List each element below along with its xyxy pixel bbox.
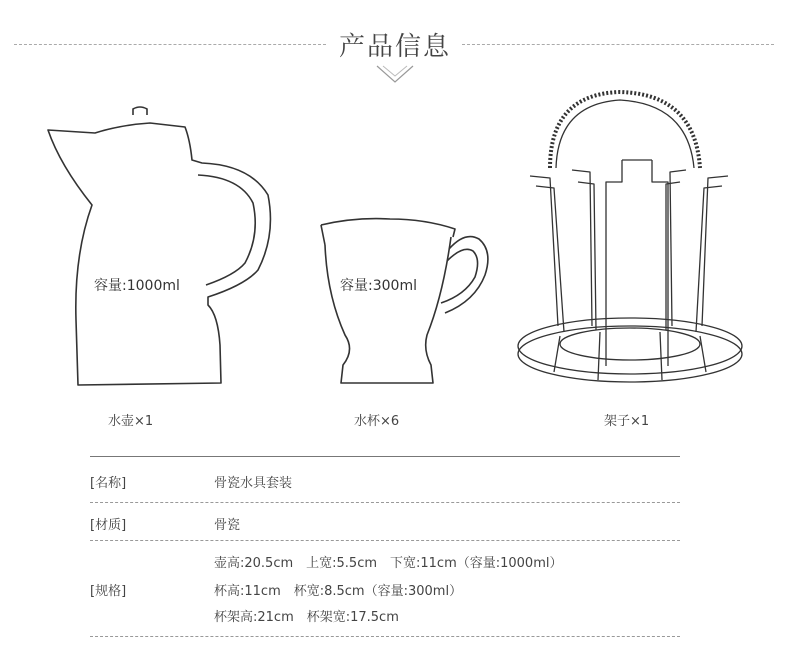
row-divider bbox=[90, 502, 680, 503]
section-header bbox=[0, 20, 790, 70]
spec-label: [名称] bbox=[90, 476, 127, 491]
table-top-rule bbox=[90, 456, 680, 457]
section-title: 产品信息 bbox=[338, 32, 451, 62]
spec-value: 骨瓷 bbox=[214, 518, 241, 533]
table-bottom-rule bbox=[90, 636, 680, 637]
size-line: 杯高:11cm 杯宽:8.5cm（容量:300ml） bbox=[214, 584, 463, 599]
size-line: 壶高:20.5cm 上宽:5.5cm 下宽:11cm（容量:1000ml） bbox=[214, 556, 563, 571]
kettle-illustration bbox=[40, 105, 280, 390]
cup-caption: 水杯×6 bbox=[354, 414, 400, 429]
spec-value: 骨瓷水具套装 bbox=[214, 476, 293, 491]
kettle-caption: 水壶×1 bbox=[108, 414, 154, 429]
size-line: 杯架高:21cm 杯架宽:17.5cm bbox=[214, 610, 399, 625]
chevron-down-icon bbox=[375, 64, 415, 86]
cup-illustration bbox=[315, 215, 495, 387]
header-divider-left bbox=[14, 44, 326, 45]
spec-label: [材质] bbox=[90, 518, 127, 533]
header-divider-right bbox=[462, 44, 774, 45]
spec-label: [规格] bbox=[90, 584, 127, 599]
cup-capacity-label: 容量:300ml bbox=[340, 278, 417, 294]
rack-illustration bbox=[510, 86, 750, 386]
spec-row-name bbox=[90, 468, 680, 498]
spec-row-material bbox=[90, 508, 680, 538]
kettle-capacity-label: 容量:1000ml bbox=[94, 278, 180, 294]
rack-caption: 架子×1 bbox=[604, 414, 650, 429]
row-divider bbox=[90, 540, 680, 541]
spec-row-size bbox=[90, 548, 680, 628]
